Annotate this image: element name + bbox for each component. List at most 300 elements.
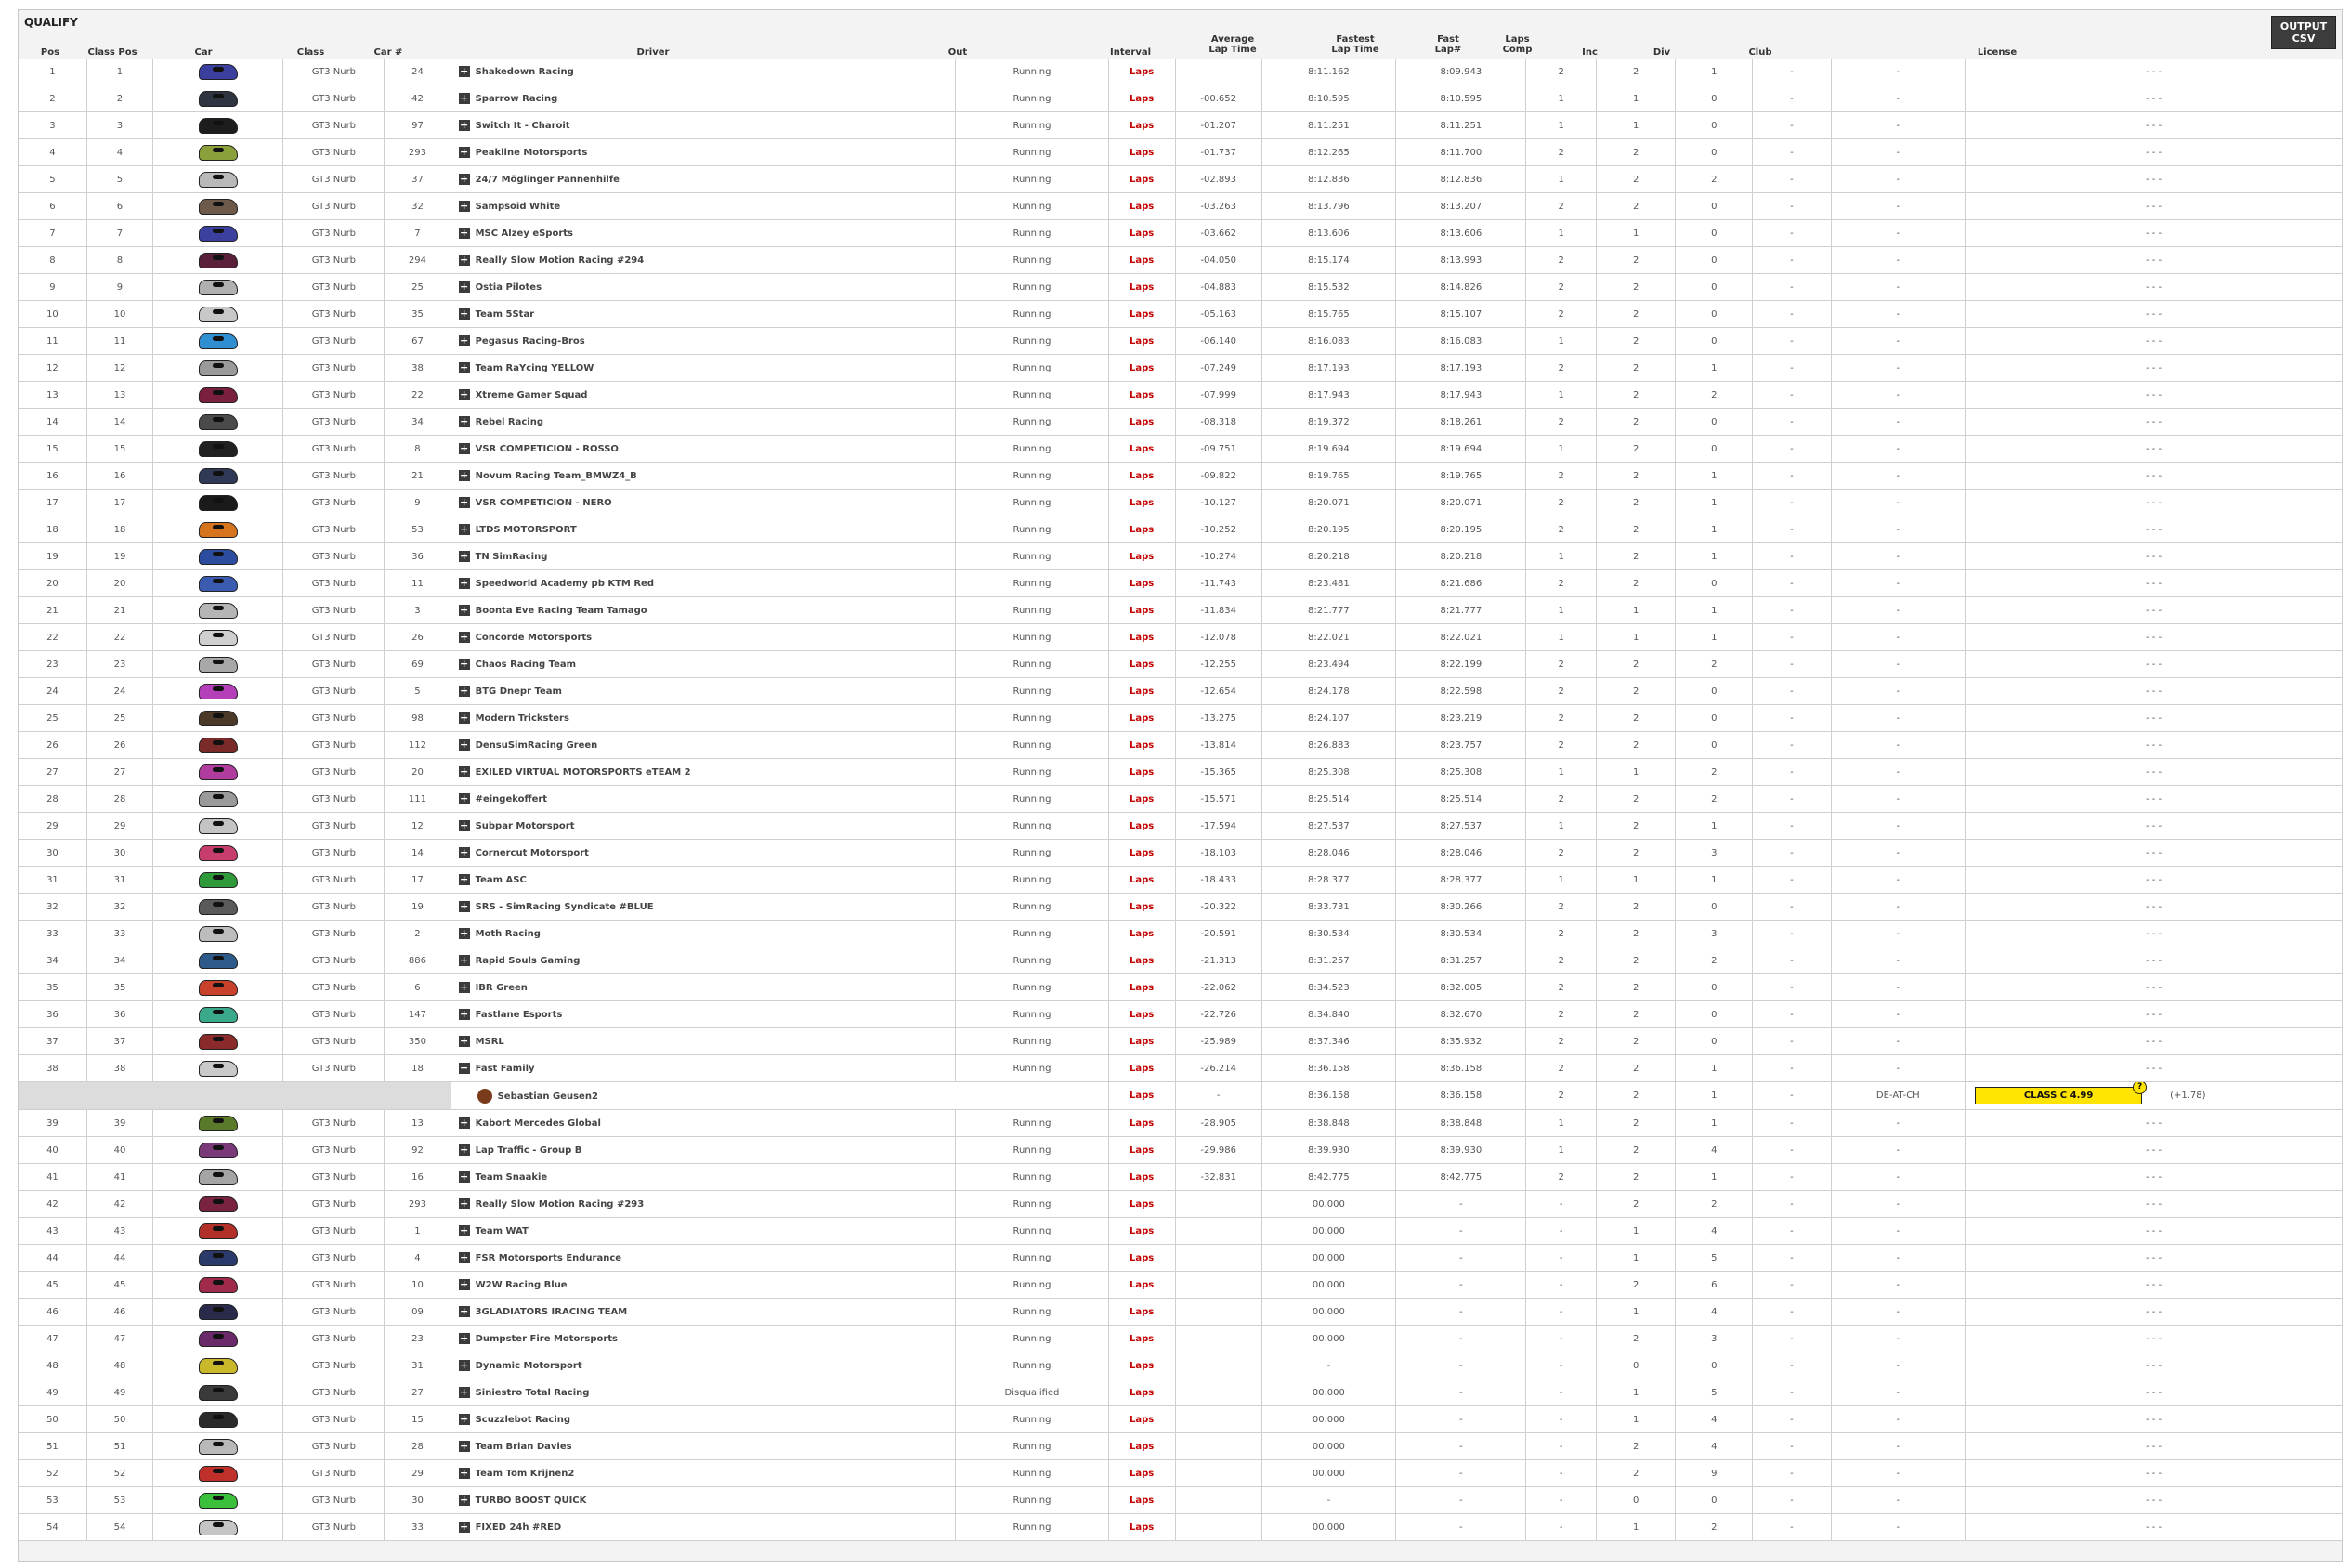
plus-square-icon[interactable]: +: [459, 550, 469, 562]
laps-link[interactable]: Laps: [1108, 1487, 1175, 1514]
laps-link[interactable]: Laps: [1108, 274, 1175, 301]
laps-comp-cell: 2: [1597, 1191, 1676, 1218]
car-livery-icon: [199, 280, 238, 295]
plus-square-icon[interactable]: +: [459, 227, 469, 239]
fast-lap-number-cell: 2: [1526, 678, 1597, 705]
div-cell: -: [1753, 59, 1831, 85]
div-cell: -: [1753, 1352, 1831, 1379]
inc-cell: 1: [1676, 1082, 1753, 1110]
plus-square-icon[interactable]: +: [459, 388, 469, 400]
team-name[interactable]: Team Tom Krijnen2: [475, 1469, 575, 1479]
team-name[interactable]: Boonta Eve Racing Team Tamago: [475, 606, 647, 616]
inc-cell: 4: [1676, 1218, 1753, 1245]
car-number-cell: 15: [385, 1406, 451, 1433]
plus-square-icon[interactable]: +: [459, 792, 469, 804]
pos-cell: 45: [19, 1272, 86, 1299]
laps-link[interactable]: Laps: [1108, 463, 1175, 490]
inc-cell: 4: [1676, 1137, 1753, 1164]
license-cell: - - -: [1966, 1218, 2343, 1245]
fast-lap-number-cell: 2: [1526, 301, 1597, 328]
col-header-car_no[interactable]: Car #: [373, 47, 403, 58]
laps-link[interactable]: Laps: [1108, 139, 1175, 166]
car-cell: [153, 1272, 283, 1299]
col-header-fastlap[interactable]: Fast Lap#: [1434, 34, 1462, 55]
inc-cell: 0: [1676, 409, 1753, 436]
plus-square-icon[interactable]: +: [459, 1143, 469, 1156]
fastest-lap-cell: 8:42.775: [1396, 1164, 1526, 1191]
team-name[interactable]: Scuzzlebot Racing: [475, 1415, 571, 1425]
laps-link[interactable]: Laps: [1108, 1514, 1175, 1541]
fastest-lap-cell: 8:09.943: [1396, 59, 1526, 85]
team-name[interactable]: MSRL: [475, 1037, 504, 1047]
result-row: [19, 1137, 2343, 1164]
pos-cell: 43: [19, 1218, 86, 1245]
laps-comp-cell: 2: [1597, 166, 1676, 193]
avg-lap-cell: 8:25.308: [1261, 759, 1396, 786]
plus-square-icon[interactable]: +: [459, 1332, 469, 1344]
team-name[interactable]: Really Slow Motion Racing #293: [475, 1199, 645, 1209]
col-header-comp[interactable]: Laps Comp: [1502, 34, 1533, 55]
driver-cell: [451, 786, 956, 813]
license-cell: - - -: [1966, 274, 2343, 301]
interval-cell: [1175, 59, 1261, 85]
team-name[interactable]: Speedworld Academy pb KTM Red: [475, 579, 654, 589]
plus-square-icon[interactable]: +: [459, 1197, 469, 1209]
driver-cell: [451, 328, 956, 355]
plus-square-icon[interactable]: +: [459, 900, 469, 912]
div-cell: -: [1753, 490, 1831, 516]
plus-square-icon[interactable]: +: [459, 604, 469, 616]
div-cell: -: [1753, 678, 1831, 705]
team-name[interactable]: Moth Racing: [475, 929, 541, 939]
laps-link[interactable]: Laps: [1108, 732, 1175, 759]
laps-link[interactable]: Laps: [1108, 651, 1175, 678]
laps-link[interactable]: Laps: [1108, 840, 1175, 867]
team-name[interactable]: 3GLADIATORS IRACING TEAM: [475, 1307, 628, 1317]
plus-square-icon[interactable]: +: [459, 577, 469, 589]
team-name[interactable]: BTG Dnepr Team: [475, 686, 562, 697]
car-number-cell: 886: [385, 947, 451, 974]
driver-name[interactable]: Sebastian Geusen2: [497, 1091, 598, 1102]
club-cell: -: [1831, 840, 1966, 867]
plus-square-icon[interactable]: +: [459, 1413, 469, 1425]
avg-lap-cell: 8:36.158: [1261, 1055, 1396, 1082]
club-cell: -: [1831, 1433, 1966, 1460]
class-cell: GT3 Nurb: [283, 1487, 385, 1514]
fast-lap-number-cell: 2: [1526, 1055, 1597, 1082]
laps-link[interactable]: Laps: [1108, 759, 1175, 786]
result-row: [19, 867, 2343, 894]
plus-square-icon[interactable]: +: [459, 173, 469, 185]
laps-link[interactable]: Laps: [1108, 193, 1175, 220]
team-name[interactable]: Cornercut Motorsport: [475, 848, 589, 858]
result-row: [19, 813, 2343, 840]
pos-cell: 31: [19, 867, 86, 894]
plus-square-icon[interactable]: +: [459, 1467, 469, 1479]
laps-link[interactable]: Laps: [1108, 1460, 1175, 1487]
avg-lap-cell: 00.000: [1261, 1218, 1396, 1245]
driver-cell: [451, 1245, 956, 1272]
laps-link[interactable]: Laps: [1108, 974, 1175, 1001]
col-header-interval[interactable]: Interval: [1109, 47, 1152, 58]
license-cell: - - -: [1966, 328, 2343, 355]
class-cell: GT3 Nurb: [283, 678, 385, 705]
fastest-lap-cell: 8:14.826: [1396, 274, 1526, 301]
interval-cell: [1175, 1406, 1261, 1433]
team-name[interactable]: Ostia Pilotes: [475, 282, 542, 293]
plus-square-icon[interactable]: +: [459, 146, 469, 158]
laps-comp-cell: 2: [1597, 193, 1676, 220]
laps-link[interactable]: Laps: [1108, 1326, 1175, 1352]
class-cell: GT3 Nurb: [283, 436, 385, 463]
laps-link[interactable]: Laps: [1108, 1001, 1175, 1028]
laps-link[interactable]: Laps: [1108, 436, 1175, 463]
laps-link[interactable]: Laps: [1108, 409, 1175, 436]
avg-lap-cell: 8:13.606: [1261, 220, 1396, 247]
car-number-cell: 20: [385, 759, 451, 786]
pos-cell: 41: [19, 1164, 86, 1191]
div-cell: -: [1753, 1110, 1831, 1137]
laps-link[interactable]: Laps: [1108, 1379, 1175, 1406]
laps-comp-cell: 1: [1597, 624, 1676, 651]
license-cell: - - -: [1966, 1406, 2343, 1433]
out-status-cell: Running: [956, 516, 1108, 543]
col-header-driver[interactable]: Driver: [636, 47, 670, 58]
output-csv-button[interactable]: OUTPUT CSV: [2271, 16, 2336, 49]
team-name[interactable]: Really Slow Motion Racing #294: [475, 255, 645, 266]
plus-square-icon[interactable]: +: [459, 307, 469, 320]
team-name[interactable]: Concorde Motorsports: [475, 633, 593, 643]
col-header-pos[interactable]: Pos: [40, 47, 60, 58]
laps-link[interactable]: Laps: [1108, 921, 1175, 947]
div-cell: -: [1753, 840, 1831, 867]
driver-cell: [451, 867, 956, 894]
driver-cell: [451, 490, 956, 516]
plus-square-icon[interactable]: +: [459, 442, 469, 454]
result-row: [19, 1055, 2343, 1082]
team-name[interactable]: Team Snaakie: [475, 1172, 548, 1183]
team-name[interactable]: Team WAT: [475, 1226, 529, 1236]
license-cell: - - -: [1966, 1514, 2343, 1541]
col-header-out[interactable]: Out: [947, 47, 968, 58]
team-name[interactable]: Subpar Motorsport: [475, 821, 575, 831]
col-header-inc[interactable]: Inc: [1582, 47, 1598, 58]
interval-cell: -10.127: [1175, 490, 1261, 516]
div-cell: -: [1753, 705, 1831, 732]
plus-square-icon[interactable]: +: [459, 927, 469, 939]
laps-link[interactable]: Laps: [1108, 247, 1175, 274]
fast-lap-number-cell: 1: [1526, 382, 1597, 409]
class-cell: GT3 Nurb: [283, 1352, 385, 1379]
plus-square-icon[interactable]: +: [459, 873, 469, 885]
class-pos-cell: 46: [86, 1299, 152, 1326]
team-name[interactable]: Team 5Star: [475, 309, 535, 320]
license-cell: - - -: [1966, 166, 2343, 193]
inc-cell: 0: [1676, 1487, 1753, 1514]
fast-lap-number-cell: 2: [1526, 651, 1597, 678]
laps-link[interactable]: Laps: [1108, 813, 1175, 840]
div-cell: -: [1753, 301, 1831, 328]
team-name[interactable]: Siniestro Total Racing: [475, 1388, 590, 1398]
col-header-avg[interactable]: Average Lap Time: [1208, 34, 1257, 55]
plus-square-icon[interactable]: +: [459, 415, 469, 427]
team-name[interactable]: Chaos Racing Team: [475, 660, 577, 670]
license-cell: - - -: [1966, 193, 2343, 220]
team-name[interactable]: Kabort Mercedes Global: [475, 1118, 601, 1129]
laps-link[interactable]: Laps: [1108, 947, 1175, 974]
plus-square-icon[interactable]: +: [459, 254, 469, 266]
laps-link[interactable]: Laps: [1108, 382, 1175, 409]
license-cell: - - -: [1966, 1460, 2343, 1487]
team-name[interactable]: DensuSimRacing Green: [475, 740, 598, 751]
plus-square-icon[interactable]: +: [459, 1008, 469, 1020]
laps-comp-cell: 1: [1597, 597, 1676, 624]
laps-link[interactable]: Laps: [1108, 705, 1175, 732]
car-livery-icon: [199, 253, 238, 268]
laps-comp-cell: 2: [1597, 570, 1676, 597]
laps-link[interactable]: Laps: [1108, 1406, 1175, 1433]
car-cell: [153, 1326, 283, 1352]
car-cell: [153, 597, 283, 624]
class-cell: GT3 Nurb: [283, 1379, 385, 1406]
plus-square-icon[interactable]: +: [459, 819, 469, 831]
laps-link[interactable]: Laps: [1108, 355, 1175, 382]
laps-link[interactable]: Laps: [1108, 490, 1175, 516]
plus-square-icon[interactable]: +: [459, 1359, 469, 1371]
result-row: [19, 1028, 2343, 1055]
inc-cell: 1: [1676, 1055, 1753, 1082]
class-cell: GT3 Nurb: [283, 947, 385, 974]
laps-link[interactable]: Laps: [1108, 624, 1175, 651]
laps-link[interactable]: Laps: [1108, 516, 1175, 543]
team-name[interactable]: MSC Alzey eSports: [475, 229, 573, 239]
inc-cell: 2: [1676, 382, 1753, 409]
driver-cell: [451, 1028, 956, 1055]
plus-square-icon[interactable]: +: [459, 469, 469, 481]
team-name[interactable]: Rebel Racing: [475, 417, 543, 427]
plus-square-icon[interactable]: +: [459, 1278, 469, 1290]
team-name[interactable]: Sampsoid White: [475, 202, 561, 212]
license-cell: - - -: [1966, 59, 2343, 85]
laps-link[interactable]: Laps: [1108, 570, 1175, 597]
laps-link[interactable]: Laps: [1108, 543, 1175, 570]
plus-square-icon[interactable]: +: [459, 200, 469, 212]
laps-link[interactable]: Laps: [1108, 894, 1175, 921]
laps-link[interactable]: Laps: [1108, 1028, 1175, 1055]
col-header-class_pos[interactable]: Class Pos: [87, 47, 137, 58]
driver-cell: [451, 247, 956, 274]
inc-cell: 1: [1676, 597, 1753, 624]
team-name[interactable]: FIXED 24h #RED: [475, 1522, 562, 1533]
result-row: [19, 921, 2343, 947]
team-name[interactable]: Team RaYcing YELLOW: [475, 363, 594, 373]
laps-link[interactable]: Laps: [1108, 1272, 1175, 1299]
license-cell: - - -: [1966, 543, 2343, 570]
plus-square-icon[interactable]: +: [459, 1521, 469, 1533]
plus-square-icon[interactable]: +: [459, 981, 469, 993]
fastest-lap-cell: -: [1396, 1299, 1526, 1326]
team-name[interactable]: Peakline Motorsports: [475, 148, 588, 158]
team-name[interactable]: #eingekoffert: [475, 794, 548, 804]
team-name[interactable]: Switch It - Charoit: [475, 121, 570, 131]
club-cell: -: [1831, 543, 1966, 570]
laps-link[interactable]: Laps: [1108, 112, 1175, 139]
license-cell: - - -: [1966, 678, 2343, 705]
team-name[interactable]: Dynamic Motorsport: [475, 1361, 582, 1371]
out-status-cell: Running: [956, 1137, 1108, 1164]
plus-square-icon[interactable]: +: [459, 1305, 469, 1317]
car-livery-icon: [199, 360, 238, 376]
plus-square-icon[interactable]: +: [459, 1494, 469, 1506]
plus-square-icon[interactable]: +: [459, 361, 469, 373]
class-cell: GT3 Nurb: [283, 543, 385, 570]
team-name[interactable]: VSR COMPETICION - NERO: [475, 498, 612, 508]
class-pos-cell: 1: [86, 59, 152, 85]
team-name[interactable]: EXILED VIRTUAL MOTORSPORTS eTEAM 2: [475, 767, 691, 777]
car-cell: [153, 678, 283, 705]
laps-link[interactable]: Laps: [1108, 1137, 1175, 1164]
team-name[interactable]: Modern Tricksters: [475, 713, 569, 724]
laps-link[interactable]: Laps: [1108, 786, 1175, 813]
plus-square-icon[interactable]: +: [459, 65, 469, 77]
team-name[interactable]: LTDS MOTORSPORT: [475, 525, 577, 535]
laps-link[interactable]: Laps: [1108, 59, 1175, 85]
laps-link[interactable]: Laps: [1108, 678, 1175, 705]
laps-link[interactable]: Laps: [1108, 328, 1175, 355]
team-name[interactable]: SRS - SimRacing Syndicate #BLUE: [475, 902, 654, 912]
question-icon[interactable]: ?: [2133, 1082, 2147, 1095]
plus-square-icon[interactable]: +: [459, 1170, 469, 1183]
team-name[interactable]: TURBO BOOST QUICK: [475, 1496, 587, 1506]
fast-lap-number-cell: 2: [1526, 921, 1597, 947]
class-pos-cell: 35: [86, 974, 152, 1001]
laps-link[interactable]: Laps: [1108, 867, 1175, 894]
plus-square-icon[interactable]: +: [459, 712, 469, 724]
result-row: [19, 355, 2343, 382]
team-name[interactable]: Novum Racing Team_BMWZ4_B: [475, 471, 637, 481]
laps-link[interactable]: Laps: [1108, 1082, 1175, 1110]
laps-link[interactable]: Laps: [1108, 1191, 1175, 1218]
club-cell: -: [1831, 355, 1966, 382]
car-cell: [153, 1460, 283, 1487]
team-name[interactable]: W2W Racing Blue: [475, 1280, 568, 1290]
fastest-lap-cell: -: [1396, 1245, 1526, 1272]
car-number-cell: 4: [385, 1245, 451, 1272]
col-header-class[interactable]: Class: [296, 47, 325, 58]
laps-link[interactable]: Laps: [1108, 301, 1175, 328]
team-name[interactable]: FSR Motorsports Endurance: [475, 1253, 622, 1263]
interval-cell: -18.103: [1175, 840, 1261, 867]
team-name[interactable]: Fast Family: [475, 1064, 535, 1074]
plus-square-icon[interactable]: +: [459, 738, 469, 751]
car-number-cell: 293: [385, 1191, 451, 1218]
fast-lap-number-cell: -: [1526, 1379, 1597, 1406]
plus-square-icon[interactable]: +: [459, 1440, 469, 1452]
plus-square-icon[interactable]: +: [459, 685, 469, 697]
plus-square-icon[interactable]: +: [459, 1251, 469, 1263]
laps-link[interactable]: Laps: [1108, 1164, 1175, 1191]
out-status-cell: Running: [956, 1406, 1108, 1433]
plus-square-icon[interactable]: +: [459, 92, 469, 104]
pos-cell: 51: [19, 1433, 86, 1460]
inc-cell: 2: [1676, 786, 1753, 813]
plus-square-icon[interactable]: +: [459, 658, 469, 670]
team-name[interactable]: 24/7 Möglinger Pannenhilfe: [475, 175, 620, 185]
col-header-div[interactable]: Div: [1652, 47, 1671, 58]
laps-link[interactable]: Laps: [1108, 1110, 1175, 1137]
car-cell: [153, 301, 283, 328]
plus-square-icon[interactable]: +: [459, 846, 469, 858]
plus-square-icon[interactable]: +: [459, 765, 469, 777]
team-name[interactable]: TN SimRacing: [475, 552, 548, 562]
laps-link[interactable]: Laps: [1108, 1055, 1175, 1082]
plus-square-icon[interactable]: +: [459, 954, 469, 966]
driver-cell: [451, 301, 956, 328]
div-cell: -: [1753, 1272, 1831, 1299]
avg-lap-cell: 8:12.265: [1261, 139, 1396, 166]
team-name[interactable]: Dumpster Fire Motorsports: [475, 1334, 619, 1344]
plus-square-icon[interactable]: +: [459, 496, 469, 508]
laps-link[interactable]: Laps: [1108, 1433, 1175, 1460]
team-name[interactable]: IBR Green: [475, 983, 528, 993]
plus-square-icon[interactable]: +: [459, 119, 469, 131]
class-cell: GT3 Nurb: [283, 1460, 385, 1487]
team-name[interactable]: VSR COMPETICION - ROSSO: [475, 444, 619, 454]
team-name[interactable]: Team Brian Davies: [475, 1442, 572, 1452]
results-panel: [18, 9, 2343, 1562]
laps-link[interactable]: Laps: [1108, 1299, 1175, 1326]
laps-link[interactable]: Laps: [1108, 1352, 1175, 1379]
plus-square-icon[interactable]: +: [459, 1035, 469, 1047]
laps-link[interactable]: Laps: [1108, 85, 1175, 112]
minus-square-icon[interactable]: −: [459, 1062, 469, 1074]
plus-square-icon[interactable]: +: [459, 1224, 469, 1236]
team-name[interactable]: Shakedown Racing: [475, 67, 574, 77]
div-cell: -: [1753, 516, 1831, 543]
class-pos-cell: 31: [86, 867, 152, 894]
laps-link[interactable]: Laps: [1108, 1245, 1175, 1272]
div-cell: -: [1753, 355, 1831, 382]
plus-square-icon[interactable]: +: [459, 281, 469, 293]
team-name[interactable]: Lap Traffic - Group B: [475, 1145, 582, 1156]
laps-link[interactable]: Laps: [1108, 597, 1175, 624]
team-name[interactable]: Xtreme Gamer Squad: [475, 390, 588, 400]
plus-square-icon[interactable]: +: [459, 334, 469, 346]
team-name[interactable]: Rapid Souls Gaming: [475, 956, 581, 966]
plus-square-icon[interactable]: +: [459, 523, 469, 535]
team-name[interactable]: Team ASC: [475, 875, 527, 885]
pos-cell: 33: [19, 921, 86, 947]
col-header-club[interactable]: Club: [1748, 47, 1772, 58]
col-header-car[interactable]: Car: [194, 47, 213, 58]
plus-square-icon[interactable]: +: [459, 631, 469, 643]
plus-square-icon[interactable]: +: [459, 1117, 469, 1129]
team-name[interactable]: Pegasus Racing-Bros: [475, 336, 585, 346]
team-name[interactable]: Sparrow Racing: [475, 94, 558, 104]
class-cell: GT3 Nurb: [283, 1218, 385, 1245]
car-cell: [153, 382, 283, 409]
laps-link[interactable]: Laps: [1108, 1218, 1175, 1245]
laps-comp-cell: 2: [1597, 813, 1676, 840]
col-header-license[interactable]: License: [1977, 47, 2018, 58]
col-header-fast[interactable]: Fastest Lap Time: [1331, 34, 1379, 55]
laps-link[interactable]: Laps: [1108, 220, 1175, 247]
fastest-lap-cell: -: [1396, 1191, 1526, 1218]
result-row: [19, 1379, 2343, 1406]
laps-link[interactable]: Laps: [1108, 166, 1175, 193]
team-name[interactable]: Fastlane Esports: [475, 1010, 563, 1020]
plus-square-icon[interactable]: +: [459, 1386, 469, 1398]
